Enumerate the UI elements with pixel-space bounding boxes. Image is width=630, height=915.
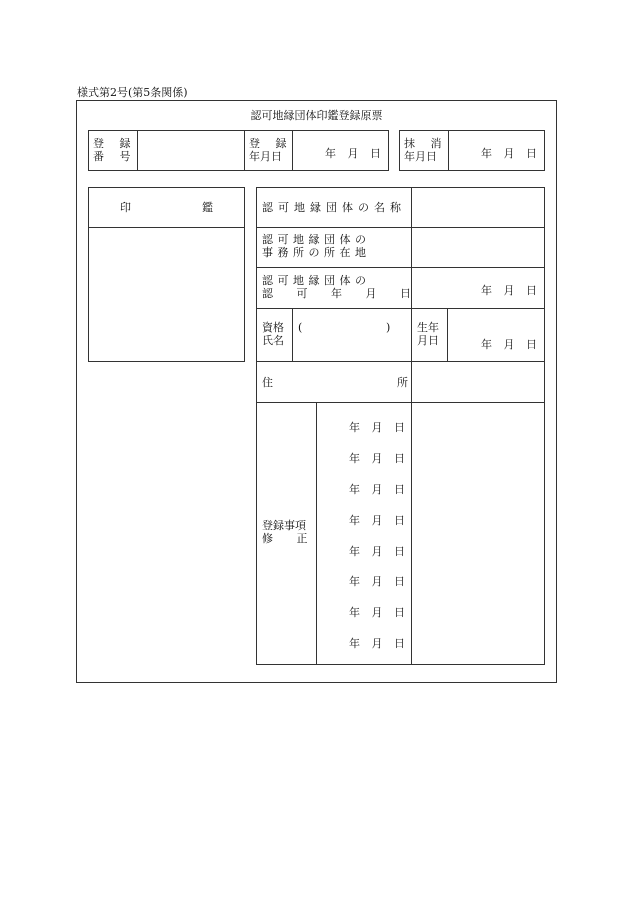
qualification-paren-open: ( (298, 321, 303, 334)
amendment-date-2[interactable]: 年 月 日 (349, 452, 405, 465)
seal-impression-area[interactable] (90, 229, 243, 360)
birthdate-field[interactable]: 年 月 日 (481, 338, 537, 351)
address-label-left: 住 (262, 376, 273, 389)
amendment-date-8[interactable]: 年 月 日 (349, 637, 405, 650)
registration-number-label: 登 録 番 号 (93, 137, 137, 163)
cancellation-date-field[interactable]: 年 月 日 (481, 147, 537, 160)
approval-date-label: 認 可 地 縁 団 体 の 認 可 年 月 日 (262, 274, 411, 300)
qualification-paren-close: ) (386, 321, 391, 334)
approval-date-field[interactable]: 年 月 日 (481, 284, 537, 297)
registration-date-label: 登 録 年月日 (249, 137, 293, 163)
address-label-right: 所 (397, 376, 408, 389)
representative-name-field[interactable] (294, 338, 410, 360)
amendment-date-5[interactable]: 年 月 日 (349, 545, 405, 558)
qualification-name-label: 資格 氏名 (262, 321, 284, 347)
amendment-label: 登録事項 修 正 (262, 519, 308, 545)
registration-number-field[interactable] (139, 132, 243, 169)
birthdate-label: 生年 月日 (417, 321, 439, 347)
registration-date-field[interactable]: 年 月 日 (325, 147, 381, 160)
amendment-details-field[interactable] (413, 404, 543, 663)
amendment-date-6[interactable]: 年 月 日 (349, 575, 405, 588)
group-name-field[interactable] (413, 189, 543, 226)
seal-label-right: 鑑 (202, 201, 213, 214)
form-title: 認可地縁団体印鑑登録原票 (250, 109, 383, 122)
amendment-date-7[interactable]: 年 月 日 (349, 606, 405, 619)
cancellation-date-label: 抹 消 年月日 (404, 137, 448, 163)
amendment-date-3[interactable]: 年 月 日 (349, 483, 405, 496)
amendment-date-4[interactable]: 年 月 日 (349, 514, 405, 527)
address-field[interactable] (413, 363, 543, 401)
amendment-date-1[interactable]: 年 月 日 (349, 421, 405, 434)
office-address-field[interactable] (413, 229, 543, 266)
group-name-label: 認可地縁団体の名称 (262, 201, 406, 214)
qualification-field[interactable] (306, 320, 384, 334)
form-identifier: 様式第2号(第5条関係) (77, 86, 188, 99)
seal-label-left: 印 (120, 201, 131, 214)
office-address-label: 認 可 地 縁 団 体 の 事 務 所 の 所 在 地 (262, 233, 366, 259)
